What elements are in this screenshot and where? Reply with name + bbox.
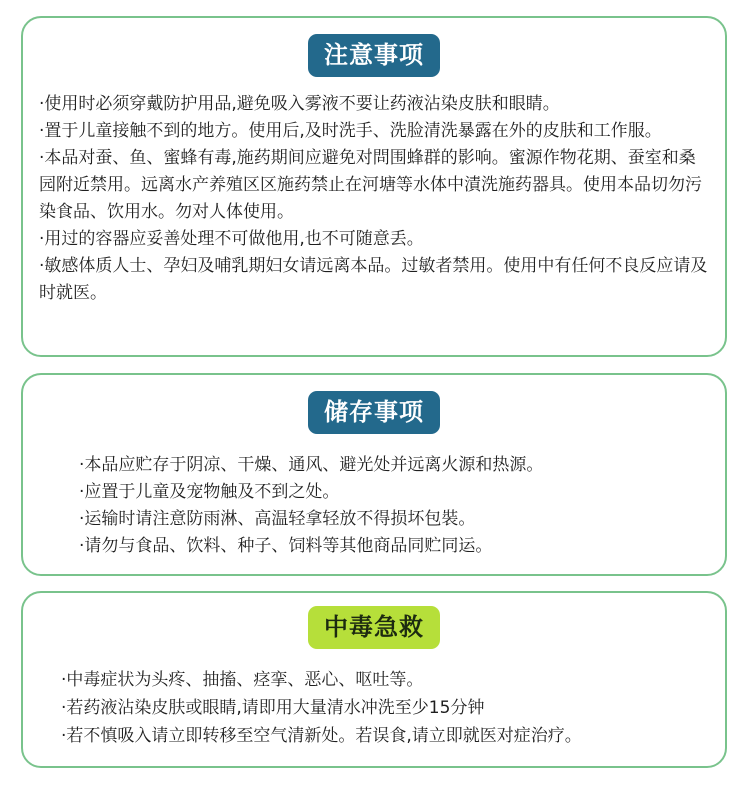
storage-title: 储存事项	[308, 391, 440, 434]
precautions-card	[21, 16, 727, 357]
precautions-title: 注意事项	[308, 34, 440, 77]
first-aid-title: 中毒急救	[308, 606, 440, 649]
precautions-item: ·敏感体质人士、孕妇及哺乳期妇女请远离本品。过敏者禁用。使用中有任何不良反应请及时就医。	[39, 256, 708, 303]
storage-list	[79, 452, 709, 560]
first-aid-item: ·中毒症状为头疼、抽搐、痉挛、恶心、呕吐等。	[61, 670, 424, 690]
precautions-item: ·本品对蚕、鱼、蜜蜂有毒,施药期间应避免对問围蜂群的影响。蜜源作物花期、蚕室和桑园附近禁用。远离水产养殖区区施药禁止在河塘等水体中漬洗施药器具。使用本品切勿污染食品、饮用水。勿对人体使用。	[39, 148, 702, 222]
storage-card	[21, 373, 727, 576]
storage-item: ·请勿与食品、饮料、种子、饲料等其他商品同贮同运。	[79, 536, 493, 556]
storage-item: ·本品应贮存于阴凉、干燥、通风、避光处并远离火源和热源。	[79, 455, 544, 475]
precautions-item: ·置于儿童接触不到的地方。使用后,及时洗手、洗脸清洗暴露在外的皮肤和工作服。	[39, 121, 662, 141]
precautions-list	[39, 91, 711, 307]
precautions-item: ·使用时必须穿戴防护用品,避免吸入雾液不要让药液沾染皮肤和眼睛。	[39, 94, 560, 114]
precautions-item: ·用过的容器应妥善处理不可做他用,也不可随意丢。	[39, 229, 424, 249]
first-aid-list	[61, 666, 701, 750]
first-aid-card	[21, 591, 727, 768]
storage-item: ·应置于儿童及宠物触及不到之处。	[79, 482, 340, 502]
storage-item: ·运输时请注意防雨淋、高温轻拿轻放不得损坏包裝。	[79, 509, 476, 529]
first-aid-item: ·若药液沾染皮肤或眼睛,请即用大量清水冲洗至少15分钟	[61, 698, 485, 718]
first-aid-item: ·若不慎吸入请立即转移至空气清新处。若误食,请立即就医对症治疗。	[61, 726, 582, 746]
